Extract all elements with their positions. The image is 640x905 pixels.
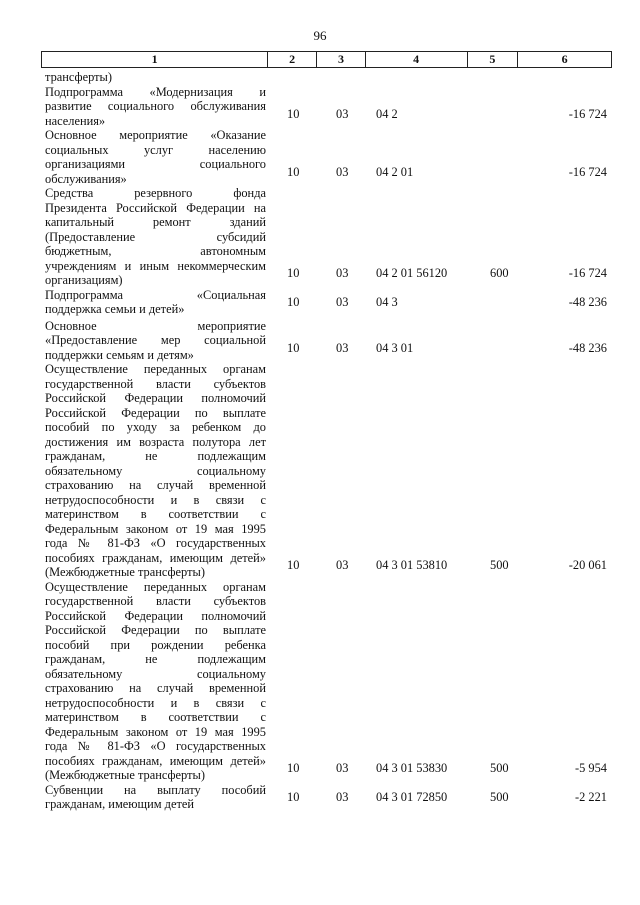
row-2-col6: -16 724 [568,106,607,121]
name-line: пособий по уходу за ребенком до [45,420,266,434]
name-line: Осуществление переданных органам [45,579,266,594]
row-8-col2: 10 [287,761,300,775]
row-3-name [45,128,266,186]
name-line: (Межбюджетные трансферты) [45,565,205,579]
row-4-col4: 04 2 01 56120 [376,266,448,280]
row-4-col3: 03 [336,266,349,280]
name-line: поддержка семьи и детей» [45,302,185,316]
name-line: социальных услуг населению [45,142,266,157]
row-9-col6: -2 221 [574,790,607,804]
name-line: обязательному социальному [45,666,266,681]
row-3-col6: -16 724 [568,164,607,179]
column-header-3: 3 [317,52,366,67]
row-2-name [45,85,266,129]
name-line: пособий при рождении ребенка [45,637,266,652]
name-line: капитальный ремонт зданий [45,215,266,229]
row-9-col4: 04 3 01 72850 [376,790,448,804]
name-line: гражданам, не подлежащим [45,652,266,666]
name-line: Основное мероприятие «Оказание [45,128,266,142]
column-header-5: 5 [468,52,519,67]
name-line: года № 81-ФЗ «О государственных [45,739,266,753]
row-5-col6: -48 236 [568,295,607,309]
row-7-col5: 500 [490,558,509,572]
name-line: материнством в соответствии с [45,710,266,724]
name-line: нетрудоспособности и в связи с [45,695,266,710]
name-line: бюджетным, автономным [45,244,266,258]
row-8-col3: 03 [336,761,349,775]
name-line: государственной власти субъектов [45,376,266,391]
name-line: года № 81-ФЗ «О государственных [45,536,266,550]
name-line: Основное мероприятие [45,318,266,333]
row-6-col4: 04 3 01 [376,340,414,355]
name-line: Федеральным законом от 19 мая 1995 [45,521,266,536]
name-line: достижения им возраста полутора лет [45,434,266,449]
row-5-col3: 03 [336,295,349,309]
row-2-col3: 03 [336,106,349,121]
table-header [41,51,612,68]
page-number: 96 [313,28,327,43]
name-line: (Межбюджетные трансферты) [45,768,205,782]
row-8-col5: 500 [490,761,509,775]
row-1-name [45,70,266,85]
column-header-6: 6 [561,52,568,66]
name-line: организациями социального [45,157,266,171]
name-line: учреждениям и иным некоммерческим [45,258,266,273]
row-9-col5: 500 [490,790,509,804]
name-line: материнством в соответствии с [45,507,266,521]
row-4-col6: -16 724 [568,266,607,280]
name-line: Осуществление переданных органам [45,362,266,376]
name-line: «Предоставление мер социальной [45,333,266,347]
name-line: поддержки семьям и детям» [45,347,194,362]
row-2-col4: 04 2 [376,106,398,121]
row-7-col4: 04 3 01 53810 [376,558,448,572]
name-line: обязательному социальному [45,463,266,478]
name-line: Подпрограмма «Модернизация и [45,84,266,99]
row-4-col5: 600 [490,266,509,280]
name-line: Российской Федерации полномочий [45,608,266,623]
row-6-name [45,319,266,363]
row-7-name [45,362,266,580]
name-line: Федеральным законом от 19 мая 1995 [45,724,266,739]
row-3-col2: 10 [287,164,300,179]
row-6-col2: 10 [287,340,300,355]
row-3-col3: 03 [336,164,349,179]
name-line: трансферты) [45,70,112,84]
row-4-col2: 10 [287,266,300,280]
row-7-col3: 03 [336,558,349,572]
row-3-col4: 04 2 01 [376,164,414,179]
name-line: пособиях гражданам, имеющим детей» [45,753,266,768]
name-line: населения» [45,113,106,128]
name-line: организациям) [45,273,123,287]
row-5-name [45,288,266,317]
name-line: Подпрограмма «Социальная [45,287,266,302]
row-7-col6: -20 061 [568,558,607,572]
name-line: Средства резервного фонда [45,186,266,200]
row-8-col6: -5 954 [574,761,607,775]
row-6-col6: -48 236 [568,340,607,355]
name-line: государственной власти субъектов [45,594,266,608]
row-6-col3: 03 [336,340,349,355]
row-5-col2: 10 [287,295,300,309]
row-9-name [45,783,266,812]
column-header-1: 1 [42,52,268,67]
name-line: гражданам, не подлежащим [45,449,266,463]
name-line: Российской Федерации по выплате [45,623,266,637]
row-8-col4: 04 3 01 53830 [376,761,448,775]
column-header-4: 4 [366,52,468,67]
name-line: страхованию на случай временной [45,681,266,695]
name-line: обслуживания» [45,171,127,186]
name-line: (Предоставление субсидий [45,229,266,244]
name-line: пособиях гражданам, имеющим детей» [45,550,266,565]
name-line: развитие социального обслуживания [45,99,266,113]
name-line: гражданам, имеющим детей [45,797,194,811]
row-2-col2: 10 [287,106,300,121]
name-line: Российской Федерации по выплате [45,405,266,420]
row-9-col3: 03 [336,790,349,804]
row-8-name [45,580,266,783]
name-line: страхованию на случай временной [45,478,266,492]
row-7-col2: 10 [287,558,300,572]
column-header-2: 2 [268,52,317,67]
name-line: Президента Российской Федерации на [45,200,266,215]
name-line: Субвенции на выплату пособий [45,782,266,797]
name-line: нетрудоспособности и в связи с [45,492,266,507]
row-9-col2: 10 [287,790,300,804]
row-4-name [45,186,266,288]
name-line: Российской Федерации полномочий [45,391,266,405]
row-5-col4: 04 3 [376,295,398,309]
